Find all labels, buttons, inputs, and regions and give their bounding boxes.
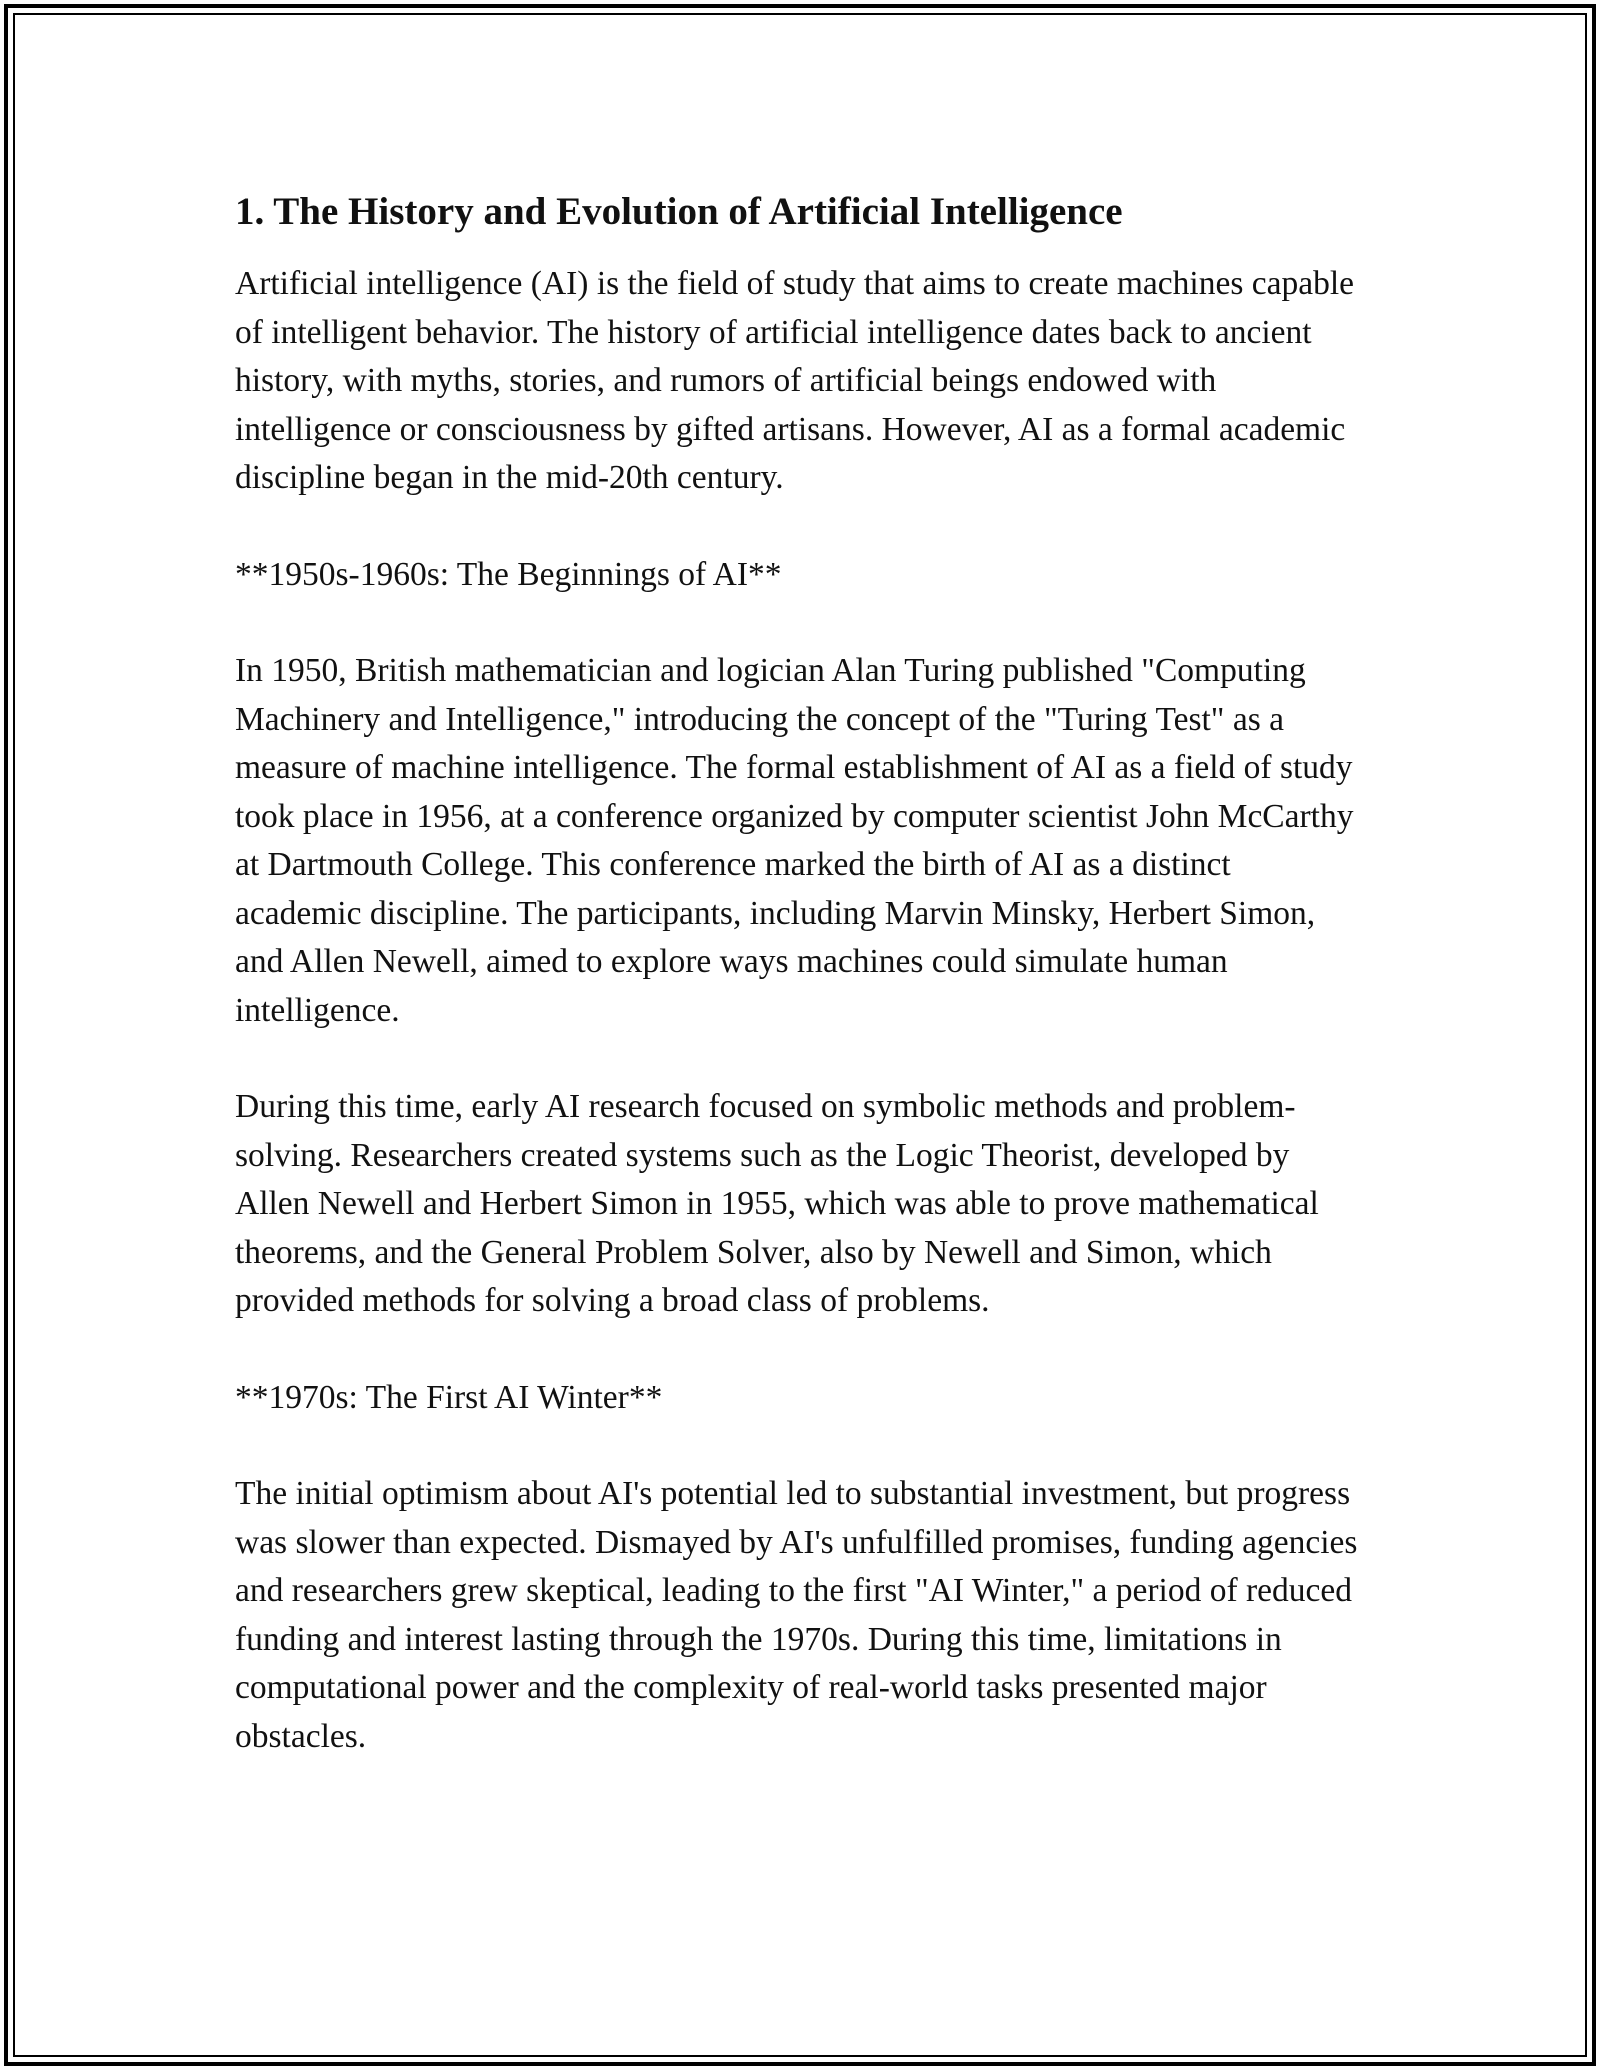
subheading-1970s: **1970s: The First AI Winter** [235, 1378, 663, 1416]
paragraph-ai-winter: The initial optimism about AI's potential led to substantial investment, but progress was slower than expected. Dismayed by AI's unfulfilled promises, funding agencies and researchers grew skeptical, leading to the first "AI Winter," a period of reduced funding and interest lasting through the 1970s. During this time, limitations in computational power and the complexity of real-world tasks presented major obstacles. [235, 1475, 1358, 1755]
section-heading: 1. The History and Evolution of Artificial Intelligence [235, 190, 1123, 233]
paragraph-intro: Artificial intelligence (AI) is the field of study that aims to create machines capable of intelligent behavior. The history of artificial intelligence dates back to ancient history, with myths, stories, and rumors of artificial beings endowed with intelligence or consciousness by gifted artisans. However, AI as a formal academic discipline began in the mid-20th century. [235, 265, 1355, 496]
document-body [235, 186, 1365, 1809]
paragraph-turing: In 1950, British mathematician and logician Alan Turing published "Computing Machinery and Intelligence," introducing the concept of the "Turing Test" as a measure of machine intelligence. The formal establishment of AI as a field of study took place in 1956, at a conference organized by computer scientist John McCarthy at Dartmouth College. This conference marked the birth of AI as a distinct academic discipline. The participants, including Marvin Minsky, Herbert Simon, and Allen Newell, aimed to explore ways machines could simulate human intelligence. [235, 652, 1354, 1029]
subheading-1950s-1960s: **1950s-1960s: The Beginnings of AI** [235, 555, 782, 593]
paragraph-early-research: During this time, early AI research focused on symbolic methods and problem-solving. Researchers created systems such as the Logic Theorist, developed by Allen Newell and Herbert Simon in 1955, which was able to prove mathematical theorems, and the General Problem Solver, also by Newell and Simon, which provided methods for solving a broad class of problems. [235, 1088, 1319, 1319]
